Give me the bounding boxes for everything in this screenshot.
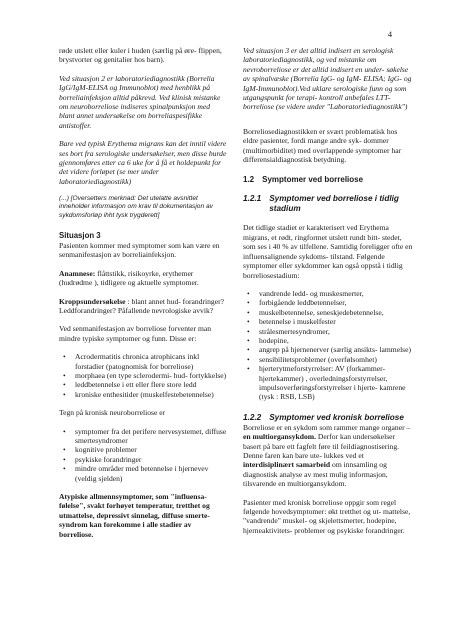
left-column bbox=[59, 46, 227, 539]
intro-paragraph: røde utslett eller kuler i huden (særlig på øre- flippen, brystvorter og genitalier hos barn). bbox=[59, 46, 222, 65]
list-item: • sensibilitetsproblemer (overfølsomhet) bbox=[243, 355, 413, 364]
examination-paragraph bbox=[59, 297, 227, 316]
anamnese-label: Anamnese: bbox=[59, 268, 96, 278]
section-title: Symptomer ved borreliose bbox=[262, 175, 364, 185]
early-stage-paragraph: Det tidlige stadiet er karakterisert ved Erythema migrans, et rødt, ringformet utslett rundt bitt- stedet, som ses i 40 % av tilfellene. Samtidig foreligger ofte en influensalignende sykdoms- tilstand. Følgende symptomer eller sykdommer kan også oppstå i tidlig borreliosestadium: bbox=[243, 223, 413, 280]
list-item: • Acrodermatitis chronica atrophicans inkl forstadier (patognomisk for borreliose) bbox=[59, 352, 227, 371]
section-1-2-2-heading bbox=[243, 413, 413, 423]
list-item: • vandrende ledd- og muskesmerter, bbox=[243, 289, 413, 298]
list-item: • betennelse i muskelfester bbox=[243, 317, 413, 326]
late-manifestation-intro: Ved senmanifestasjon av borreliose forventer man mindre typiske symptomer og funn. Disse er: bbox=[59, 324, 212, 343]
chronic-symptoms-paragraph: Pasienter med kronisk borreliose oppgir som regel følgende hovedsymptomer: økt tretthet og ut- mattelse, "vandrende" muskel- og skjelettsmerter, hodepine, hjerneaktivitets- problemer og psykiske forandringer. bbox=[243, 497, 411, 535]
list-item: • morphaea (en type sclerodermi- hud- fortykkelse) bbox=[59, 371, 227, 380]
situation-3-heading: Situasjon 3 bbox=[59, 230, 101, 240]
neuro-intro: Tegn på kronisk neuroborreliose er bbox=[59, 408, 166, 418]
text-run: Borreliose er en sykdom som rammer mange organer – bbox=[243, 422, 411, 432]
list-item: • kognitive problemer bbox=[59, 445, 227, 454]
interdisciplinary-emphasis: interdisiplinært samarbeid bbox=[243, 460, 331, 470]
multiorgan-paragraph bbox=[243, 423, 413, 489]
section-number: 1.2.1 bbox=[243, 194, 262, 204]
early-symptom-list bbox=[243, 289, 413, 402]
section-title: Symptomer ved borreliose i tidlig stadium bbox=[269, 194, 399, 214]
list-item: • leddbetennelse i ett eller flere store ledd bbox=[59, 380, 227, 389]
situation-3-note: Ved situasjon 3 er det alltid indisert en serologisk laboratoriediagnostikk, og ved mistanke om nevroborreliose er det alltid indisert en under- søkelse av spinalvæske (Borrelia IgG- og IgM- ELISA; IgG- og IgM-Immunoblot).Ved uklare serologiske funn og som utgangspunkt for terapi- kontroll anbefales LTT-borreliose (se videre under "Laboratoriediagnostikk") bbox=[243, 46, 412, 112]
multiorgan-emphasis: en multiorgansykdom. bbox=[243, 432, 316, 442]
text-run: Derfor kan undersøkelser basert på bare ett fagfelt føre til feildiagnostisering. Denne faren kan bare ute- lukkes ved et bbox=[243, 432, 400, 460]
situation-3-text: Pasienten kommer med symptomer som kan være en senmanifestasjon av borreliainfeksjon. bbox=[59, 240, 220, 260]
section-number: 1.2.2 bbox=[243, 412, 262, 422]
section-number: 1.2 bbox=[243, 175, 255, 185]
situation-2-note: Ved situasjon 2 er laboratoriediagnostikk (Borrelia IgG/IgM-ELISA og Immunoblot) med henblikk på borreliainfeksjon alltid påkrevd. Ved klinisk mistanke om neuroborreliose indiseres spinalpunksjon med blant annet undersøkelse om borreliaspesifikke antistoffer. bbox=[59, 73, 221, 130]
list-item: • strålesmertesyndromer, bbox=[243, 327, 413, 336]
list-item: • kroniske enthesitider (muskelfestebetennelse) bbox=[59, 390, 227, 399]
list-item: • muskelbetennelse, seneskjedebetennelse, bbox=[243, 308, 413, 317]
right-column bbox=[243, 46, 413, 535]
list-item: • mindre områder med betennelse i hjernevev (veldig sjelden) bbox=[59, 464, 227, 483]
section-title: Symptomer ved kronisk borreliose bbox=[269, 412, 404, 422]
erythema-note: Bare ved typisk Erythema migrans kan det inntil videre ses bort fra serologiske undersøkelser, men disse burde gjennomføres etter ca 6 uke for å få et holdepunkt for det videre forløpet (se mer under laboratoriediagnostikk) bbox=[59, 139, 227, 186]
page-number: 4 bbox=[387, 30, 392, 39]
examination-label: Kroppsundersøkelse bbox=[59, 296, 126, 306]
section-1-2-heading bbox=[243, 175, 413, 185]
list-item: • symptomer fra det perifere nervesystemet, diffuse smertesyndromer bbox=[59, 427, 227, 446]
neuro-symptom-list bbox=[59, 427, 227, 483]
section-1-2-1-heading bbox=[243, 194, 413, 214]
list-item: • hodepine, bbox=[243, 336, 413, 345]
list-item: • psykiske forandringer bbox=[59, 455, 227, 464]
list-item: • hjerterytmeforstyrrelser: AV (forkammer- hjertekammer) , overledningsforstyrrelser, impulsoverføringsforstyrrelser i hjerte- kamrene (tysk : RSB, LSB) bbox=[243, 364, 413, 402]
atypical-symptoms-paragraph: Atypiske allmennsymptomer, som "influensa- følelse", svakt forhøyet temperatur, tretthet og utmattelse, depressivt sinnelag, diffuse smerte- syndrom kan forekomme i alle stadier av borreliose. bbox=[59, 492, 210, 539]
anamnese-paragraph bbox=[59, 269, 227, 288]
elderly-paragraph: Borreliosediagnostikken er svært problematisk hos eldre pasienter, fordi mange andre syk- dommer (multimorbiditet) med overlappende symptomer har differensialdiagnostisk betydning. bbox=[243, 126, 402, 165]
anamnese-text: flåttstikk, risikoyrke, erythemer (hudrødme ), tidligere og aktuelle symptomer. bbox=[59, 268, 199, 288]
translator-note: (...) [Oversetters merknad: Det utelatte avsnittet inneholder informasjon om krav til dokumentasjon av sykdomsforløp ihht tysk trygderett] bbox=[59, 195, 213, 219]
list-item: • forbigående leddbetennelser, bbox=[243, 298, 413, 307]
late-symptom-list bbox=[59, 352, 227, 399]
text-run: om innsamling og diagnostisk analyse av mest mulig informasjon, tilsvarende en multiorgansykdom. bbox=[243, 460, 388, 489]
examination-text: : blant annet hud- forandringer? Leddforandringer? Påfallende nevrologiske avvik? bbox=[59, 296, 225, 315]
list-item: • angrep på hjernenerver (særlig ansikts- lammelse) bbox=[243, 345, 413, 354]
